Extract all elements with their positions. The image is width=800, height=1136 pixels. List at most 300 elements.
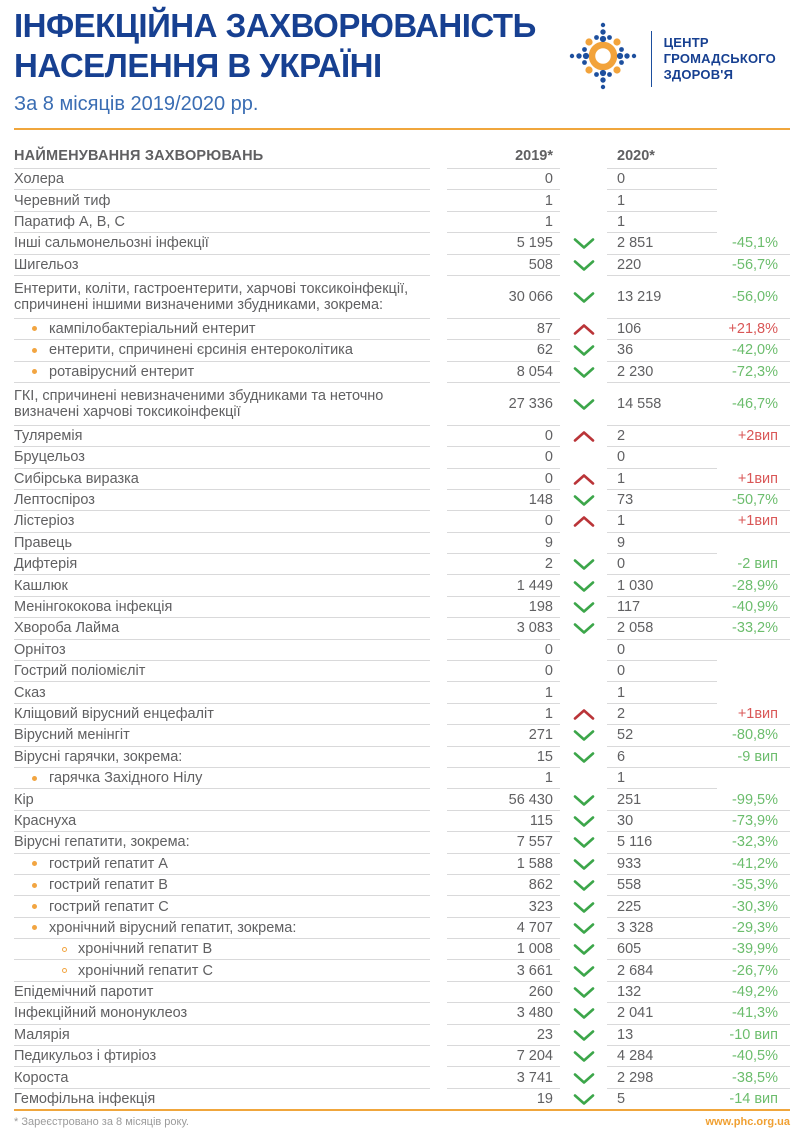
change-value: -46,7% xyxy=(717,383,790,426)
disease-name: Педикульоз і фтиріоз xyxy=(14,1048,157,1065)
change-value: -73,9% xyxy=(717,811,790,832)
value-2019: 7 557 xyxy=(447,832,560,853)
column-gap xyxy=(430,190,447,211)
disease-name: кампілобактеріальний ентерит xyxy=(49,320,256,337)
value-2019: 15 xyxy=(447,747,560,768)
change-value xyxy=(717,768,790,789)
bullet-icon xyxy=(32,883,37,888)
trend-down-icon xyxy=(560,1089,607,1110)
value-2020: 1 xyxy=(607,190,717,211)
value-2019: 0 xyxy=(447,426,560,447)
disease-name-cell xyxy=(14,875,430,896)
sub-bullet-icon xyxy=(62,968,67,973)
table-row xyxy=(14,618,790,639)
change-value: -42,0% xyxy=(717,340,790,361)
change-value: -40,5% xyxy=(717,1046,790,1067)
table-row xyxy=(14,490,790,511)
table-row xyxy=(14,575,790,596)
column-gap xyxy=(430,340,447,361)
disease-name: гострий гепатит А xyxy=(49,855,168,872)
value-2020: 225 xyxy=(607,896,717,917)
disease-name: Лістеріоз xyxy=(14,513,75,530)
change-value: -41,3% xyxy=(717,1003,790,1024)
trend-down-icon xyxy=(560,575,607,596)
disease-name-cell xyxy=(14,169,430,190)
table-row xyxy=(14,362,790,383)
column-gap xyxy=(430,747,447,768)
disease-name: Бруцельоз xyxy=(14,449,85,466)
trend-down-icon xyxy=(560,875,607,896)
header xyxy=(14,6,790,116)
bullet-icon xyxy=(32,904,37,909)
value-2020: 36 xyxy=(607,340,717,361)
value-2019: 0 xyxy=(447,640,560,661)
disease-name-cell xyxy=(14,1089,430,1110)
value-2020: 0 xyxy=(607,661,717,682)
disease-name: Кашлюк xyxy=(14,577,68,594)
value-2019: 198 xyxy=(447,597,560,618)
column-gap xyxy=(430,789,447,810)
disease-name: Гострий поліомієліт xyxy=(14,663,146,680)
disease-name: Правець xyxy=(14,534,73,551)
value-2019: 508 xyxy=(447,255,560,276)
trend-down-icon xyxy=(560,490,607,511)
column-header-trend xyxy=(560,143,607,169)
disease-name: Малярія xyxy=(14,1026,70,1043)
column-gap xyxy=(430,490,447,511)
column-gap xyxy=(430,875,447,896)
value-2020: 2 041 xyxy=(607,1003,717,1024)
column-gap xyxy=(430,169,447,190)
disease-name: Лептоспіроз xyxy=(14,492,95,509)
table-header-row xyxy=(14,143,790,169)
trend-up-icon xyxy=(560,511,607,532)
phc-logo-dots-icon xyxy=(561,14,645,103)
change-value: -26,7% xyxy=(717,960,790,981)
disease-name-cell xyxy=(14,704,430,725)
disease-name-cell xyxy=(14,276,430,319)
table-row xyxy=(14,340,790,361)
trend-down-icon xyxy=(560,939,607,960)
value-2019: 7 204 xyxy=(447,1046,560,1067)
disease-name: Орнітоз xyxy=(14,641,66,658)
value-2019: 148 xyxy=(447,490,560,511)
disease-name: Вірусний менінгіт xyxy=(14,727,130,744)
page-subtitle: За 8 місяців 2019/2020 рр. xyxy=(14,93,259,115)
footer-row xyxy=(14,1111,790,1136)
table-row xyxy=(14,1067,790,1088)
trend-down-icon xyxy=(560,233,607,254)
trend-down-icon xyxy=(560,918,607,939)
trend-down-icon xyxy=(560,1046,607,1067)
trend-down-icon xyxy=(560,982,607,1003)
disease-name-cell xyxy=(14,918,430,939)
value-2019: 323 xyxy=(447,896,560,917)
change-value: -50,7% xyxy=(717,490,790,511)
column-gap xyxy=(430,362,447,383)
column-gap xyxy=(430,1025,447,1046)
change-value: -72,3% xyxy=(717,362,790,383)
disease-name: ротавірусний ентерит xyxy=(49,363,195,380)
value-2020: 14 558 xyxy=(607,383,717,426)
trend-cell xyxy=(560,212,607,233)
value-2020: 2 851 xyxy=(607,233,717,254)
change-value: -56,7% xyxy=(717,255,790,276)
value-2019: 271 xyxy=(447,725,560,746)
table-row xyxy=(14,747,790,768)
value-2020: 1 xyxy=(607,212,717,233)
bullet-icon xyxy=(32,326,37,331)
value-2020: 1 030 xyxy=(607,575,717,596)
phc-logo-text xyxy=(664,35,776,83)
disease-name: Короста xyxy=(14,1069,69,1086)
change-value: -33,2% xyxy=(717,618,790,639)
column-gap xyxy=(430,533,447,554)
disease-name-cell xyxy=(14,490,430,511)
table-row xyxy=(14,190,790,211)
table-row xyxy=(14,768,790,789)
column-gap xyxy=(430,960,447,981)
change-value: -56,0% xyxy=(717,276,790,319)
change-value: -10 вип xyxy=(717,1025,790,1046)
value-2020: 1 xyxy=(607,469,717,490)
trend-down-icon xyxy=(560,1067,607,1088)
trend-cell xyxy=(560,682,607,703)
table-row xyxy=(14,918,790,939)
disease-name-cell xyxy=(14,640,430,661)
column-gap xyxy=(430,143,447,169)
disease-name-cell xyxy=(14,233,430,254)
value-2019: 0 xyxy=(447,511,560,532)
disease-name-cell xyxy=(14,982,430,1003)
column-gap xyxy=(430,725,447,746)
column-gap xyxy=(430,1003,447,1024)
trend-down-icon xyxy=(560,1003,607,1024)
disease-name-cell xyxy=(14,533,430,554)
column-gap xyxy=(430,212,447,233)
column-gap xyxy=(430,682,447,703)
disease-name-cell xyxy=(14,896,430,917)
table-row xyxy=(14,169,790,190)
disease-name-cell xyxy=(14,1046,430,1067)
column-gap xyxy=(430,233,447,254)
column-gap xyxy=(430,426,447,447)
change-value xyxy=(717,661,790,682)
value-2020: 13 219 xyxy=(607,276,717,319)
change-value xyxy=(717,533,790,554)
disease-name-cell xyxy=(14,854,430,875)
change-value: -30,3% xyxy=(717,896,790,917)
change-value xyxy=(717,169,790,190)
value-2019: 87 xyxy=(447,319,560,340)
trend-cell xyxy=(560,640,607,661)
column-gap xyxy=(430,511,447,532)
logo-text-line2: ГРОМАДСЬКОГО xyxy=(663,50,776,66)
disease-name: хронічний гепатит В xyxy=(78,941,213,958)
change-value: -39,9% xyxy=(717,939,790,960)
value-2019: 0 xyxy=(447,469,560,490)
change-value: -41,2% xyxy=(717,854,790,875)
table-row xyxy=(14,982,790,1003)
value-2019: 27 336 xyxy=(447,383,560,426)
disease-name: Епідемічний паротит xyxy=(14,984,154,1001)
value-2020: 52 xyxy=(607,725,717,746)
table-row xyxy=(14,789,790,810)
value-2019: 30 066 xyxy=(447,276,560,319)
column-gap xyxy=(430,383,447,426)
value-2020: 2 xyxy=(607,426,717,447)
disease-name: Кліщовий вірусний енцефаліт xyxy=(14,705,214,722)
value-2020: 13 xyxy=(607,1025,717,1046)
value-2020: 2 058 xyxy=(607,618,717,639)
table-row xyxy=(14,212,790,233)
disease-name-cell xyxy=(14,319,430,340)
change-value: +1вип xyxy=(717,469,790,490)
bullet-icon xyxy=(32,925,37,930)
table-row xyxy=(14,255,790,276)
column-header-disease: НАЙМЕНУВАННЯ ЗАХВОРЮВАНЬ xyxy=(14,143,430,169)
value-2019: 862 xyxy=(447,875,560,896)
value-2020: 0 xyxy=(607,447,717,468)
column-gap xyxy=(430,896,447,917)
table-row xyxy=(14,661,790,682)
column-gap xyxy=(430,319,447,340)
column-gap xyxy=(430,447,447,468)
change-value: -45,1% xyxy=(717,233,790,254)
column-header-2019: 2019* xyxy=(447,143,560,169)
value-2019: 1 xyxy=(447,704,560,725)
footer xyxy=(14,1109,790,1136)
disease-name: Туляремія xyxy=(14,427,83,444)
disease-name: Інші сальмонельозні інфекції xyxy=(14,235,209,252)
value-2020: 3 328 xyxy=(607,918,717,939)
trend-up-icon xyxy=(560,469,607,490)
value-2019: 3 741 xyxy=(447,1067,560,1088)
change-value: -28,9% xyxy=(717,575,790,596)
change-value: -9 вип xyxy=(717,747,790,768)
website-link[interactable]: www.phc.org.ua xyxy=(705,1116,790,1128)
disease-name: Шигельоз xyxy=(14,256,79,273)
trend-down-icon xyxy=(560,960,607,981)
column-gap xyxy=(430,982,447,1003)
page-title xyxy=(14,6,536,86)
disease-name: Вірусні гарячки, зокрема: xyxy=(14,748,183,765)
disease-name: Менінгококова інфекція xyxy=(14,599,173,616)
disease-name-cell xyxy=(14,511,430,532)
value-2020: 132 xyxy=(607,982,717,1003)
disease-name: Вірусні гепатити, зокрема: xyxy=(14,834,190,851)
disease-name-cell xyxy=(14,832,430,853)
disease-name-cell xyxy=(14,768,430,789)
value-2019: 1 xyxy=(447,768,560,789)
disease-name-cell xyxy=(14,682,430,703)
change-value: +21,8% xyxy=(717,319,790,340)
bullet-icon xyxy=(32,776,37,781)
value-2020: 6 xyxy=(607,747,717,768)
disease-name: Сказ xyxy=(14,684,46,701)
disease-name-cell xyxy=(14,383,430,426)
column-gap xyxy=(430,640,447,661)
disease-name-cell xyxy=(14,747,430,768)
value-2019: 0 xyxy=(447,169,560,190)
trend-up-icon xyxy=(560,704,607,725)
change-value: -49,2% xyxy=(717,982,790,1003)
change-value xyxy=(717,640,790,661)
trend-down-icon xyxy=(560,554,607,575)
value-2019: 56 430 xyxy=(447,789,560,810)
column-gap xyxy=(430,1089,447,1110)
column-gap xyxy=(430,832,447,853)
disease-name-cell xyxy=(14,575,430,596)
value-2020: 0 xyxy=(607,169,717,190)
table-row xyxy=(14,896,790,917)
change-value: +1вип xyxy=(717,704,790,725)
disease-name-cell xyxy=(14,362,430,383)
value-2019: 4 707 xyxy=(447,918,560,939)
column-gap xyxy=(430,811,447,832)
trend-down-icon xyxy=(560,276,607,319)
page-title-line2: НАСЕЛЕННЯ В УКРАЇНІ xyxy=(14,47,382,84)
trend-cell xyxy=(560,533,607,554)
sub-bullet-icon xyxy=(62,947,67,952)
value-2020: 251 xyxy=(607,789,717,810)
table-row xyxy=(14,447,790,468)
change-value: -32,3% xyxy=(717,832,790,853)
value-2019: 19 xyxy=(447,1089,560,1110)
change-value: -2 вип xyxy=(717,554,790,575)
trend-down-icon xyxy=(560,811,607,832)
column-gap xyxy=(430,1046,447,1067)
disease-name: гарячка Західного Нілу xyxy=(49,770,203,787)
table-row xyxy=(14,854,790,875)
value-2020: 106 xyxy=(607,319,717,340)
trend-up-icon xyxy=(560,319,607,340)
change-value xyxy=(717,447,790,468)
disease-name-cell xyxy=(14,1025,430,1046)
trend-down-icon xyxy=(560,854,607,875)
table-row xyxy=(14,875,790,896)
footnote: * Зареєстровано за 8 місяців року. xyxy=(14,1116,189,1128)
value-2020: 1 xyxy=(607,511,717,532)
bullet-icon xyxy=(32,861,37,866)
value-2020: 1 xyxy=(607,682,717,703)
change-value: -80,8% xyxy=(717,725,790,746)
logo-text-line1: ЦЕНТР xyxy=(663,34,709,50)
disease-name: Гемофільна інфекція xyxy=(14,1091,156,1108)
disease-name-cell xyxy=(14,447,430,468)
disease-name: хронічний вірусний гепатит, зокрема: xyxy=(49,919,297,936)
table-row xyxy=(14,725,790,746)
change-value xyxy=(717,190,790,211)
value-2019: 3 480 xyxy=(447,1003,560,1024)
disease-name-cell xyxy=(14,661,430,682)
disease-name-cell xyxy=(14,340,430,361)
disease-name: Сибірська виразка xyxy=(14,470,139,487)
value-2020: 0 xyxy=(607,554,717,575)
value-2020: 605 xyxy=(607,939,717,960)
change-value: +1вип xyxy=(717,511,790,532)
disease-name-cell xyxy=(14,811,430,832)
table-row xyxy=(14,233,790,254)
logo-text-line3: ЗДОРОВ'Я xyxy=(663,66,734,82)
disease-name: Ентерити, коліти, гастроентерити, харчові токсикоінфекції, спричинені іншими визначеними збудниками, зокрема: xyxy=(14,280,409,313)
value-2020: 30 xyxy=(607,811,717,832)
column-gap xyxy=(430,597,447,618)
value-2020: 1 xyxy=(607,768,717,789)
table-row xyxy=(14,383,790,426)
table-row xyxy=(14,319,790,340)
column-gap xyxy=(430,939,447,960)
disease-name: Черевний тиф xyxy=(14,192,111,209)
table-row xyxy=(14,426,790,447)
disease-name: Інфекційний мононуклеоз xyxy=(14,1005,188,1022)
table-row xyxy=(14,1046,790,1067)
value-2020: 2 xyxy=(607,704,717,725)
trend-down-icon xyxy=(560,1025,607,1046)
change-value xyxy=(717,682,790,703)
value-2020: 933 xyxy=(607,854,717,875)
disease-name: Хвороба Лайма xyxy=(14,620,120,637)
column-gap xyxy=(430,554,447,575)
column-header-change xyxy=(717,143,790,169)
column-gap xyxy=(430,918,447,939)
table-row xyxy=(14,554,790,575)
table-row xyxy=(14,960,790,981)
value-2019: 5 195 xyxy=(447,233,560,254)
value-2020: 9 xyxy=(607,533,717,554)
value-2019: 0 xyxy=(447,447,560,468)
trend-down-icon xyxy=(560,747,607,768)
table-body xyxy=(14,169,790,1110)
trend-down-icon xyxy=(560,789,607,810)
disease-name: Кір xyxy=(14,791,34,808)
table-row xyxy=(14,597,790,618)
disease-name: Дифтерія xyxy=(14,556,78,573)
value-2020: 558 xyxy=(607,875,717,896)
disease-name: гострий гепатит С xyxy=(49,898,169,915)
change-value: -29,3% xyxy=(717,918,790,939)
trend-cell xyxy=(560,190,607,211)
trend-cell xyxy=(560,661,607,682)
value-2019: 1 xyxy=(447,190,560,211)
value-2020: 5 116 xyxy=(607,832,717,853)
trend-cell xyxy=(560,169,607,190)
table-row xyxy=(14,939,790,960)
column-gap xyxy=(430,276,447,319)
table-row xyxy=(14,704,790,725)
value-2020: 4 284 xyxy=(607,1046,717,1067)
column-gap xyxy=(430,854,447,875)
table-row xyxy=(14,511,790,532)
value-2020: 0 xyxy=(607,640,717,661)
column-gap xyxy=(430,255,447,276)
disease-name-cell xyxy=(14,255,430,276)
value-2020: 220 xyxy=(607,255,717,276)
disease-name-cell xyxy=(14,212,430,233)
trend-cell xyxy=(560,447,607,468)
value-2019: 1 xyxy=(447,212,560,233)
disease-name-cell xyxy=(14,960,430,981)
value-2019: 3 661 xyxy=(447,960,560,981)
change-value xyxy=(717,212,790,233)
column-gap xyxy=(430,575,447,596)
disease-name: Краснуха xyxy=(14,812,77,829)
trend-down-icon xyxy=(560,725,607,746)
trend-down-icon xyxy=(560,597,607,618)
disease-name: Холера xyxy=(14,171,64,188)
table-row xyxy=(14,1003,790,1024)
trend-cell xyxy=(560,768,607,789)
